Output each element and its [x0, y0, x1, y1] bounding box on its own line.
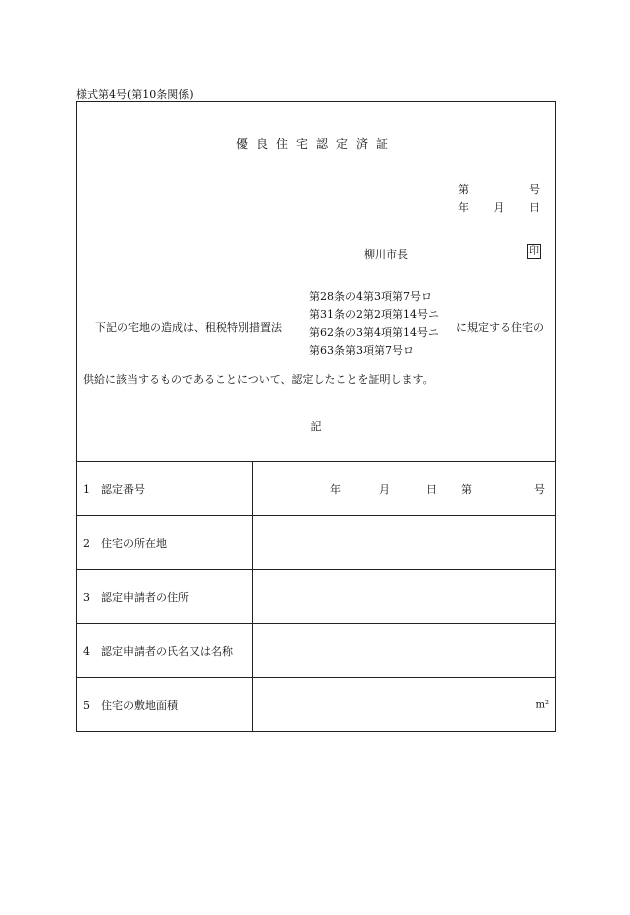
cert-number-suffix: 号: [534, 482, 545, 496]
certificate-body-lead: 下記の宅地の造成は、租税特別措置法: [95, 321, 282, 334]
table-row-location: [77, 515, 555, 569]
row-label: [83, 697, 178, 713]
document-date-line: [458, 199, 540, 215]
area-unit: m²: [535, 699, 549, 711]
document-number-line: [458, 181, 540, 197]
row-number: 3: [83, 590, 90, 604]
certificate-title: 優良住宅認定済証: [235, 137, 396, 151]
article-reference-list: [309, 288, 454, 360]
label-cell: [77, 570, 253, 623]
article-reference: 第31条の2第2項第14号ニ: [309, 308, 439, 321]
row-label: [83, 589, 189, 605]
certificate-body-tail: に規定する住宅の: [456, 321, 544, 334]
row-label: [83, 643, 233, 659]
cert-number-day: 日: [426, 482, 437, 496]
row-label: [83, 535, 167, 551]
row-number: 4: [83, 644, 90, 658]
cert-number-prefix: 第: [461, 482, 472, 496]
article-reference: 第63条第3項第7号ロ: [309, 344, 414, 357]
table-row-site-area: [77, 677, 555, 732]
row-number: 2: [83, 536, 90, 550]
row-label-text: 住宅の所在地: [101, 536, 167, 550]
row-label-text: 認定申請者の住所: [101, 590, 189, 604]
site-area-value-cell: [253, 678, 555, 732]
applicant-name-value-cell: [253, 624, 555, 677]
label-cell: [77, 624, 253, 677]
table-row-applicant-address: [77, 569, 555, 623]
table-row-applicant-name: [77, 623, 555, 677]
certificate-header-section: [77, 102, 555, 461]
certificate-frame: [76, 101, 556, 732]
row-label-text: 認定申請者の氏名又は名称: [101, 644, 233, 658]
location-value-cell: [253, 516, 555, 569]
article-reference: 第62条の3第4項第14号ニ: [309, 326, 439, 339]
label-cell: [77, 678, 253, 732]
cert-number-month: 月: [379, 482, 390, 496]
issuer-name: 柳川市長: [364, 248, 408, 261]
label-cell: [77, 516, 253, 569]
cert-number-value-cell: [253, 462, 555, 515]
ki-heading: 記: [310, 420, 322, 433]
label-cell: [77, 462, 253, 515]
document-date-month: 月: [493, 201, 505, 214]
row-label-text: 認定番号: [101, 482, 145, 496]
certificate-body-line2: 供給に該当するものであることについて、認定したことを証明します。: [83, 373, 434, 386]
article-reference: 第28条の4第3項第7号ロ: [309, 290, 432, 303]
row-number: 5: [83, 699, 90, 712]
seal-mark: 印: [529, 246, 539, 257]
document-number-suffix: 号: [529, 183, 540, 196]
row-label: [83, 481, 145, 497]
cert-number-year: 年: [330, 482, 341, 496]
certificate-items-table: [77, 461, 555, 732]
document-date-day: 日: [529, 201, 540, 214]
row-number: 1: [83, 482, 90, 496]
document-date-year: 年: [458, 201, 469, 214]
table-row-cert-number: [77, 461, 555, 515]
document-number-prefix: 第: [458, 183, 469, 196]
form-number: 様式第4号(第10条関係): [76, 88, 194, 101]
applicant-address-value-cell: [253, 570, 555, 623]
row-label-text: 住宅の敷地面積: [101, 699, 178, 712]
